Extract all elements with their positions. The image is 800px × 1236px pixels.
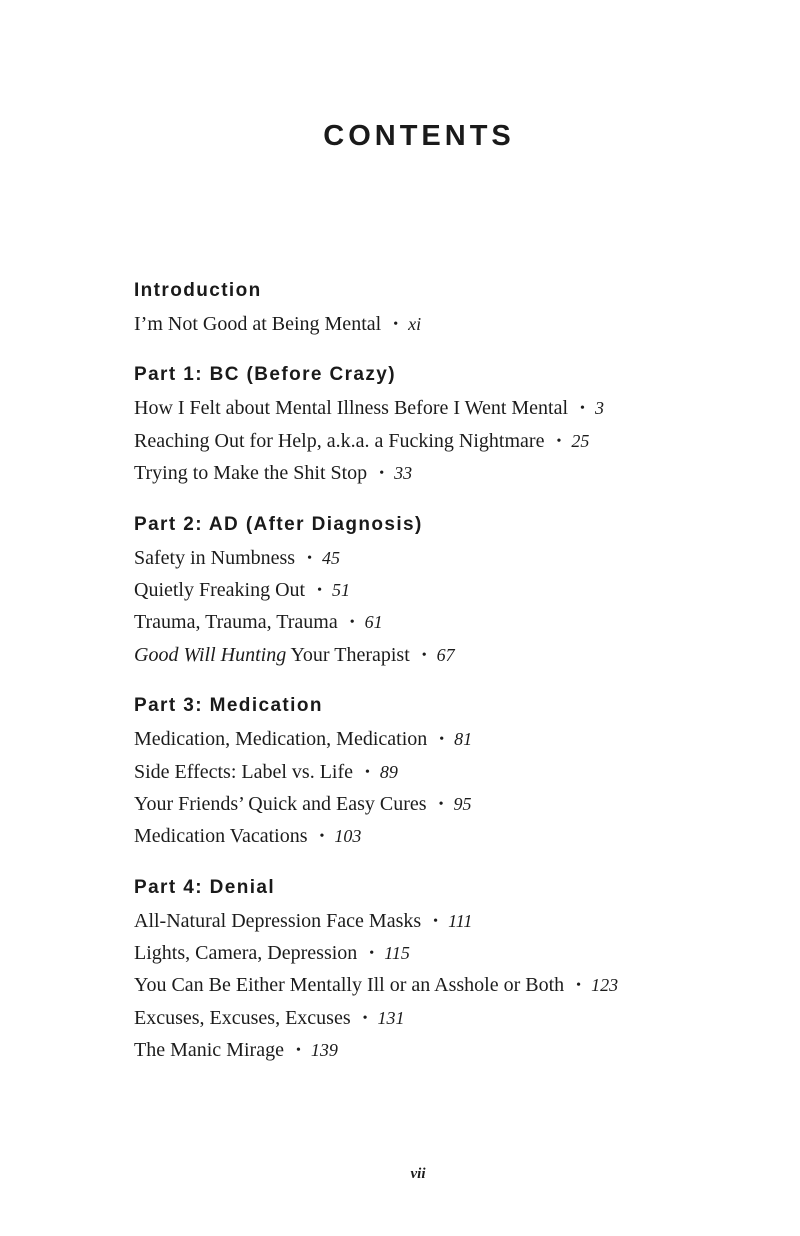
bullet-separator: • — [317, 582, 322, 598]
toc-entry[interactable] — [134, 308, 754, 340]
toc-entry[interactable] — [134, 969, 754, 1001]
page-number: 3 — [594, 398, 604, 419]
page-number: 61 — [364, 612, 383, 633]
section-heading: Part 1: BC (Before Crazy) — [134, 364, 396, 386]
toc-entry[interactable] — [134, 723, 754, 755]
page-number: 103 — [334, 826, 362, 847]
toc-entry[interactable] — [134, 1034, 754, 1066]
toc-section-part-3 — [134, 693, 754, 853]
entry-title: Side Effects: Label vs. Life — [134, 760, 354, 783]
bullet-separator: • — [365, 764, 370, 780]
page-number: 111 — [448, 910, 473, 931]
toc-entry[interactable] — [134, 1002, 754, 1034]
page-number: 51 — [332, 579, 350, 600]
entry-title: Excuses, Excuses, Excuses — [134, 1006, 351, 1029]
entry-title: Your Therapist — [286, 643, 410, 666]
entry-title: The Manic Mirage — [134, 1039, 284, 1062]
bullet-separator: • — [393, 317, 399, 332]
toc-entry[interactable] — [134, 542, 754, 574]
toc-entry[interactable] — [134, 639, 754, 671]
page-number: 81 — [454, 729, 473, 750]
bullet-separator: • — [379, 466, 385, 482]
page-number: 139 — [310, 1040, 338, 1061]
entry-title: I’m Not Good at Being Mental — [134, 313, 382, 335]
page-number: 33 — [394, 463, 413, 484]
toc-entry[interactable] — [134, 392, 754, 424]
bullet-separator: • — [438, 796, 444, 812]
entry-title: Safety in Numbness — [134, 546, 296, 569]
bullet-separator: • — [349, 615, 355, 631]
bullet-separator: • — [556, 433, 562, 449]
toc-entry[interactable] — [134, 606, 754, 638]
page-number: 89 — [379, 761, 398, 782]
page-number: 67 — [436, 644, 455, 665]
table-of-contents — [134, 278, 754, 1089]
bullet-separator: • — [421, 647, 427, 663]
section-heading: Part 3: Medication — [134, 695, 323, 717]
bullet-separator: • — [295, 1043, 301, 1059]
toc-section-part-2 — [134, 512, 754, 672]
section-heading: Part 2: AD (After Diagnosis) — [134, 513, 423, 535]
entry-title: Lights, Camera, Depression — [134, 942, 358, 965]
page-number: 95 — [453, 793, 472, 814]
bullet-separator: • — [307, 550, 312, 566]
entry-title: Medication Vacations — [134, 825, 308, 848]
entry-title: Medication, Medication, Medication — [134, 728, 428, 751]
entry-title: You Can Be Either Mentally Ill or an Asshole or Both — [134, 974, 565, 997]
toc-entry[interactable] — [134, 457, 754, 489]
entry-title: How I Felt about Mental Illness Before I Went Mental — [134, 397, 569, 420]
bullet-separator: • — [369, 946, 375, 962]
bullet-separator: • — [433, 913, 439, 929]
toc-section-part-4 — [134, 875, 754, 1067]
toc-section-introduction — [134, 278, 754, 340]
page-number: 131 — [377, 1007, 405, 1028]
entry-title: Your Friends’ Quick and Easy Cures — [134, 792, 427, 815]
bullet-separator: • — [362, 1010, 368, 1026]
bullet-separator: • — [580, 401, 585, 417]
bullet-separator: • — [439, 732, 445, 748]
page-number: 115 — [384, 943, 410, 964]
toc-entry[interactable] — [134, 574, 754, 606]
entry-title: Trying to Make the Shit Stop — [134, 462, 368, 485]
page-number: 25 — [571, 430, 590, 451]
toc-entry[interactable] — [134, 425, 754, 457]
bullet-separator: • — [319, 829, 325, 845]
toc-section-part-1 — [134, 362, 754, 489]
toc-entry[interactable] — [134, 788, 754, 820]
toc-entry[interactable] — [134, 820, 754, 852]
section-heading: Part 4: Denial — [134, 876, 276, 898]
page-number: 45 — [322, 547, 340, 568]
entry-title: Reaching Out for Help, a.k.a. a Fucking Nightmare — [134, 429, 545, 452]
toc-entry[interactable] — [134, 756, 754, 788]
section-heading: Introduction — [134, 280, 262, 301]
page-title: CONTENTS — [323, 120, 515, 152]
page-number: xi — [408, 314, 422, 334]
toc-entry[interactable] — [134, 937, 754, 969]
page-number: 123 — [591, 975, 619, 996]
toc-entry[interactable] — [134, 905, 754, 937]
entry-title: All-Natural Depression Face Masks — [134, 909, 422, 932]
entry-title-italic: Good Will Hunting — [134, 643, 287, 666]
page-folio: vii — [410, 1166, 426, 1182]
bullet-separator: • — [576, 978, 582, 994]
entry-title: Quietly Freaking Out — [134, 578, 306, 601]
entry-title: Trauma, Trauma, Trauma — [134, 611, 338, 634]
